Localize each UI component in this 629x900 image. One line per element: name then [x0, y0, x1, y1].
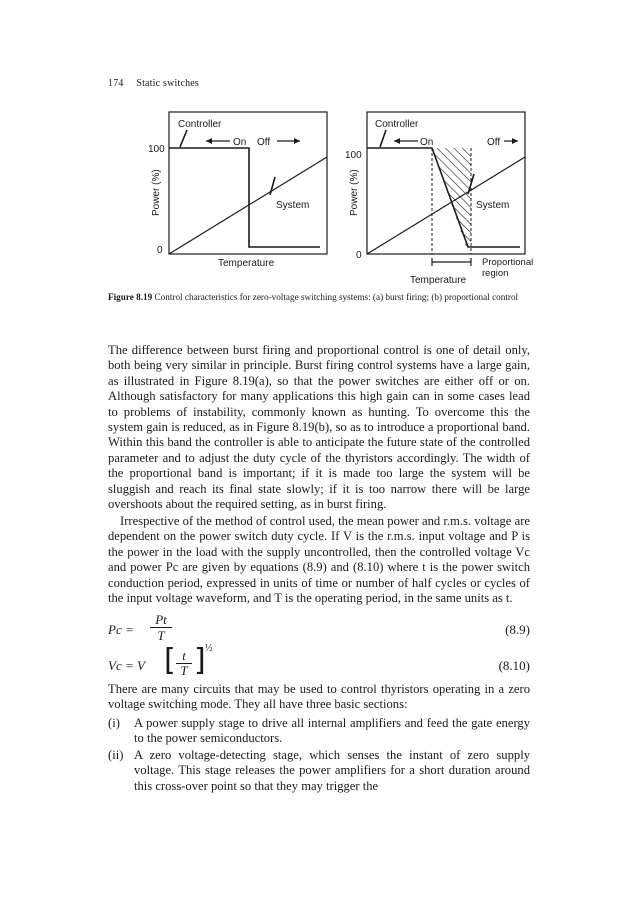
eq2-lhs: Vc = V [108, 658, 145, 673]
eq2-exponent: ½ [205, 643, 213, 654]
caption-label: Figure 8.19 [108, 292, 153, 302]
eq2-fraction [176, 649, 192, 678]
figure-8-19 [0, 0, 629, 300]
panel-b [345, 112, 533, 286]
eq1-numerator: Pt [150, 612, 172, 628]
panel-b-ytick-0: 0 [356, 250, 362, 261]
eq2-number: (8.10) [498, 658, 530, 673]
panel-a-controller-curve [169, 148, 320, 247]
panel-a [148, 112, 327, 269]
panel-a-ytick-0: 0 [157, 245, 163, 256]
list-item [108, 716, 530, 747]
running-title: Static switches [136, 78, 200, 89]
list-item-text: A zero voltage-detecting stage, which senses the instant of zero supply voltage. This stage releases the power amplifiers for a short duration around this cross-over point so that they may trigger the [134, 748, 530, 793]
panel-a-system-label: System [276, 200, 310, 211]
paragraph-2: Irrespective of the method of control used, the mean power and r.m.s. voltage are dependent on the power switch duty cycle. If V is the r.m.s. input voltage and P is the power in the load with the supply uncontrolled, then the controlled voltage Vc and power Pc are given by equations (8.9) and (8.10) where t is the power switch conduction period, expressed in units of time or number of half cycles or cycles of the input voltage waveform, and T is the operating period, in the same units as t. [108, 514, 530, 606]
panel-a-xlabel: Temperature [218, 258, 275, 269]
eq2-numerator: t [176, 649, 192, 664]
panel-a-off-label: Off [257, 137, 271, 148]
panel-b-ytick-100: 100 [345, 150, 362, 161]
panel-b-band-label-1: Proportional [482, 257, 534, 268]
panel-a-ylabel: Power (%) [151, 169, 162, 216]
list-item [108, 748, 530, 794]
eq1-fraction [150, 612, 172, 643]
panel-b-band-label-2: region [482, 268, 509, 279]
list-item-text: A power supply stage to drive all internal amplifiers and feed the gate energy to the power semiconductors. [134, 716, 530, 746]
panel-a-ytick-100: 100 [148, 144, 165, 155]
panel-a-controller-pointer [180, 130, 187, 147]
page-number: 174 [108, 78, 124, 89]
caption-text: Control characteristics for zero-voltage switching systems: (a) burst firing; (b) proportional control [154, 292, 519, 302]
eq1-denominator: T [157, 628, 165, 643]
eq1-lhs: Pc = [108, 622, 134, 637]
eq2-denominator: T [180, 663, 188, 678]
paragraph-3: There are many circuits that may be used to control thyristors operating in a zero voltage switching mode. They all have three basic sections: [108, 682, 530, 712]
panel-b-off-label: Off [487, 137, 501, 148]
panel-b-system-label: System [476, 200, 510, 211]
panel-b-on-label: On [420, 137, 434, 148]
figure-caption [108, 292, 528, 303]
panel-a-system-pointer [270, 177, 275, 195]
panel-b-controller-pointer [380, 130, 386, 147]
panel-b-controller-label: Controller [375, 119, 419, 130]
panel-a-on-label: On [233, 137, 247, 148]
panel-a-frame [169, 112, 327, 254]
eq1-number: (8.9) [505, 622, 530, 637]
list-item-number: (i) [108, 716, 120, 730]
list-item-number: (ii) [108, 748, 124, 762]
panel-b-xlabel: Temperature [410, 275, 467, 286]
panel-b-ylabel: Power (%) [349, 169, 360, 216]
paragraph-1: The difference between burst firing and proportional control is one of detail only, both being very similar in principle. Burst firing control systems have a large gain, as illustrated in Figure 8.19(a), so that the power switches are either off or on. Although satisfactory for many applications this high gain can in some cases lead to problems of instability, commonly known as hunting. To overcome this the system gain is reduced, as in Figure 8.19(b), so as to introduce a proportional band. Within this band the controller is able to anticipate the future state of the controlled parameter and to adjust the duty cycle of the thyristors accordingly. The width of the proportional band is important; if it is made too large the system will be sluggish and reach its final state slowly; if it is too narrow there will be large overshoots about the required setting, as in burst firing. [108, 343, 530, 512]
panel-a-controller-label: Controller [178, 119, 222, 130]
